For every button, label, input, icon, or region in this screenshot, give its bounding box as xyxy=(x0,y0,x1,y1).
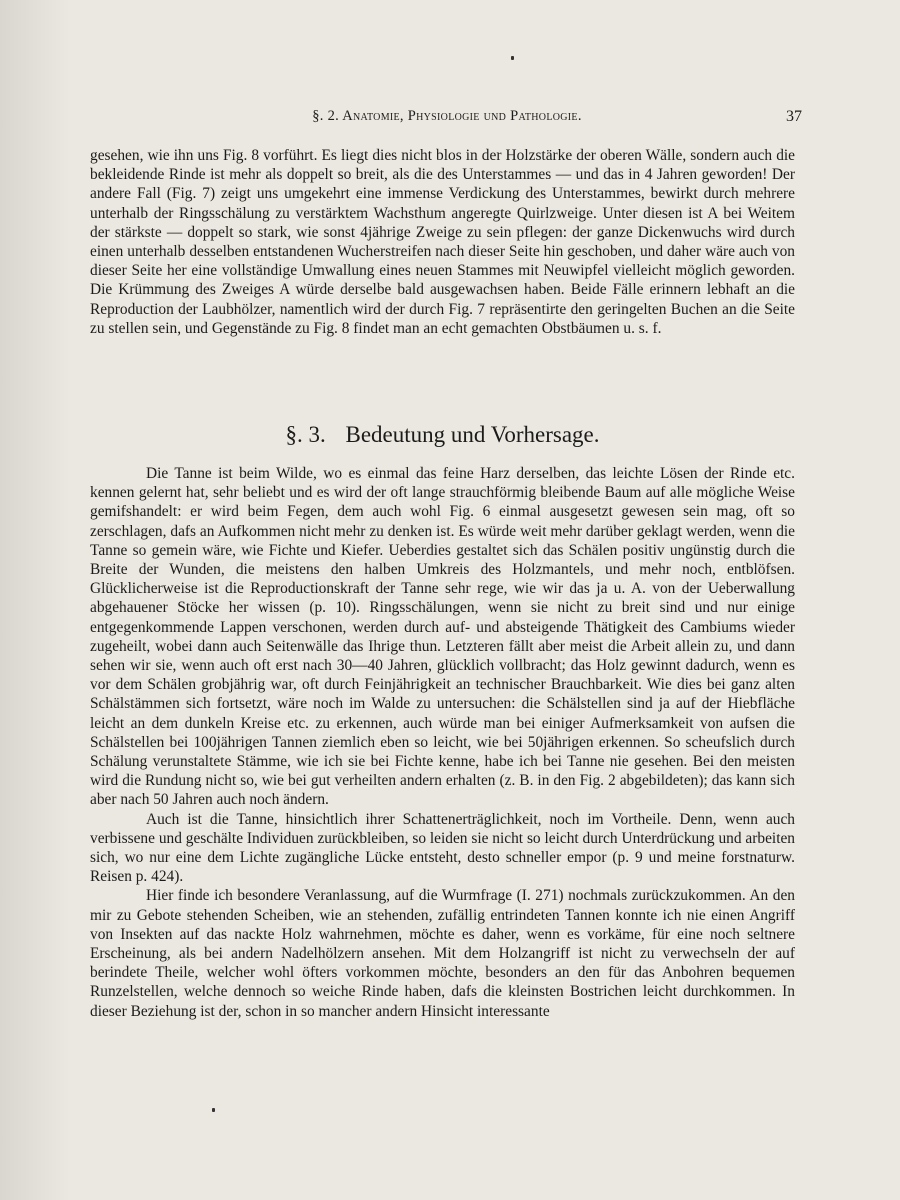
section-text-block xyxy=(90,464,795,1021)
paragraph: Hier finde ich besondere Veranlassung, auf die Wurmfrage (I. 271) nochmals zurückzukommen. An den mir zu Gebote stehenden Scheiben, wie an stehenden, zufällig entrindeten Tannen konnte ich nie einen Angriff von Insekten auf das nackte Holz wahrnehmen, möchte es daher, wenn es vorkäme, für eine noch seltnere Erscheinung, als bei andern Nadelhölzern ansehen. Mit dem Holzangriff ist nicht zu verwechseln der auf berindete Theile, welcher wohl öfters vorkommen möchte, besonders an den für das Anbohren bequemen Runzelstellen, welche dennoch so weiche Rinde haben, dafs die kleinsten Bostrichen leicht durchkommen. In dieser Beziehung ist der, schon in so mancher andern Hinsicht interessante xyxy=(90,887,795,1020)
continued-text-block xyxy=(90,146,795,338)
section-title: Bedeutung und Vorhersage. xyxy=(345,422,600,447)
paragraph: Auch ist die Tanne, hinsichtlich ihrer Schattenerträglichkeit, noch im Vortheile. Denn, wenn auch verbissene und geschälte Individuen zurückbleiben, so leiden sie nicht so leicht durch Unterdrückung und arbeiten sich, wo nur eine dem Lichte zugängliche Lücke entsteht, desto schneller empor (p. 9 und meine forstnaturw. Reisen p. 424). xyxy=(90,810,795,886)
print-speck xyxy=(511,56,514,60)
paragraph: gesehen, wie ihn uns Fig. 8 vorführt. Es liegt dies nicht blos in der Holzstärke der oberen Wälle, sondern auch die bekleidende Rinde ist mehr als doppelt so breit, als die des Unterstammes — und das in 4 Jahren geworden! Der andere Fall (Fig. 7) zeigt uns umgekehrt eine immense Verdickung des Unterstammes, bewirkt durch mehrere unterhalb der Ringsschälung zu verstärktem Wachsthum angeregte Quirlzweige. Unter diesen ist A bei Weitem der stärkste — doppelt so stark, wie sonst 4jährige Zweige zu sein pflegen: der ganze Dickenwuchs wird durch einen unterhalb desselben entstandenen Wucherstreifen nach dieser Seite hin geschoben, und daher wäre auch von dieser Seite her eine vollständige Umwallung eines neuen Stammes mit Neuwipfel vielleicht möglich geworden. Die Krümmung des Zweiges A würde derselbe bald ausgewachsen haben. Beide Fälle erinnern lebhaft an die Reproduction der Laubhölzer, namentlich wird der durch Fig. 7 repräsentirte den geringelten Buchen an die Seite zu stellen sein, und Gegenstände zu Fig. 8 findet man an echt gemachten Obstbäumen u. s. f. xyxy=(90,147,795,337)
running-head-title: §. 2. Anatomie, Physiologie und Pathologie. xyxy=(312,108,582,124)
section-number: §. 3. xyxy=(285,422,326,447)
paragraph: Die Tanne ist beim Wilde, wo es einmal das feine Harz derselben, das leichte Lösen der Rinde etc. kennen gelernt hat, sehr beliebt und es wird der oft lange strauchförmig bleibende Baum auf alle mögliche Weise gemifshandelt: er wird beim Fegen, dem auch wohl Fig. 6 einmal ausgesetzt gewesen sein mag, oft so zerschlagen, dafs an Aufkommen nicht mehr zu denken ist. Es würde weit mehr darüber geklagt werden, wenn die Tanne so gemein wäre, wie Fichte und Kiefer. Ueberdies gestaltet sich das Schälen positiv ungünstig durch die Breite der Wunden, die meistens den halben Umkreis des Holzmantels, und mehr noch, entblöfsen. Glücklicherweise ist die Reproductionskraft der Tanne sehr rege, wie wir das ja u. A. von der Ueberwallung abgehauener Stöcke her wissen (p. 10). Ringsschälungen, wenn sie nicht zu breit sind und nur einige entgegenkommende Lappen verschonen, werden durch auf- und absteigende Thätigkeit des Cambiums wieder zugeheilt, wobei dann auch Seitenwälle das Ihrige thun. Letzteren fällt aber meist die Arbeit allein zu, und dann sehen wir sie, wenn auch oft erst nach 30—40 Jahren, glücklich vollbracht; das Holz gewinnt dadurch, wenn es vor dem Schälen grobjährig war, oft durch Feinjährigkeit an technischer Brauchbarkeit. Wie dies bei ganz alten Schälstämmen sich fortsetzt, wäre noch im Walde zu untersuchen: die Schälstellen sind ja auf der Hiebfläche leicht an dem dunkeln Kreise etc. zu erkennen, auch würde man bei einiger Aufmerksamkeit von aufsen die Schälstellen bei 100jährigen Tannen ziemlich eben so leicht, wie bei 50jährigen erkennen. So scheufslich durch Schälung verunstaltete Stämme, wie ich sie bei Fichte kenne, habe ich bei Tanne nie gesehen. Bei den meisten wird die Rundung nicht so, wie bei gut verheilten andern erhalten (z. B. in den Fig. 2 abgebildeten); das kann sich aber nach 50 Jahren auch noch ändern. xyxy=(90,465,795,809)
running-head xyxy=(92,108,802,132)
page-number: 37 xyxy=(786,108,802,125)
print-speck xyxy=(212,1108,215,1112)
section-heading xyxy=(90,422,795,448)
